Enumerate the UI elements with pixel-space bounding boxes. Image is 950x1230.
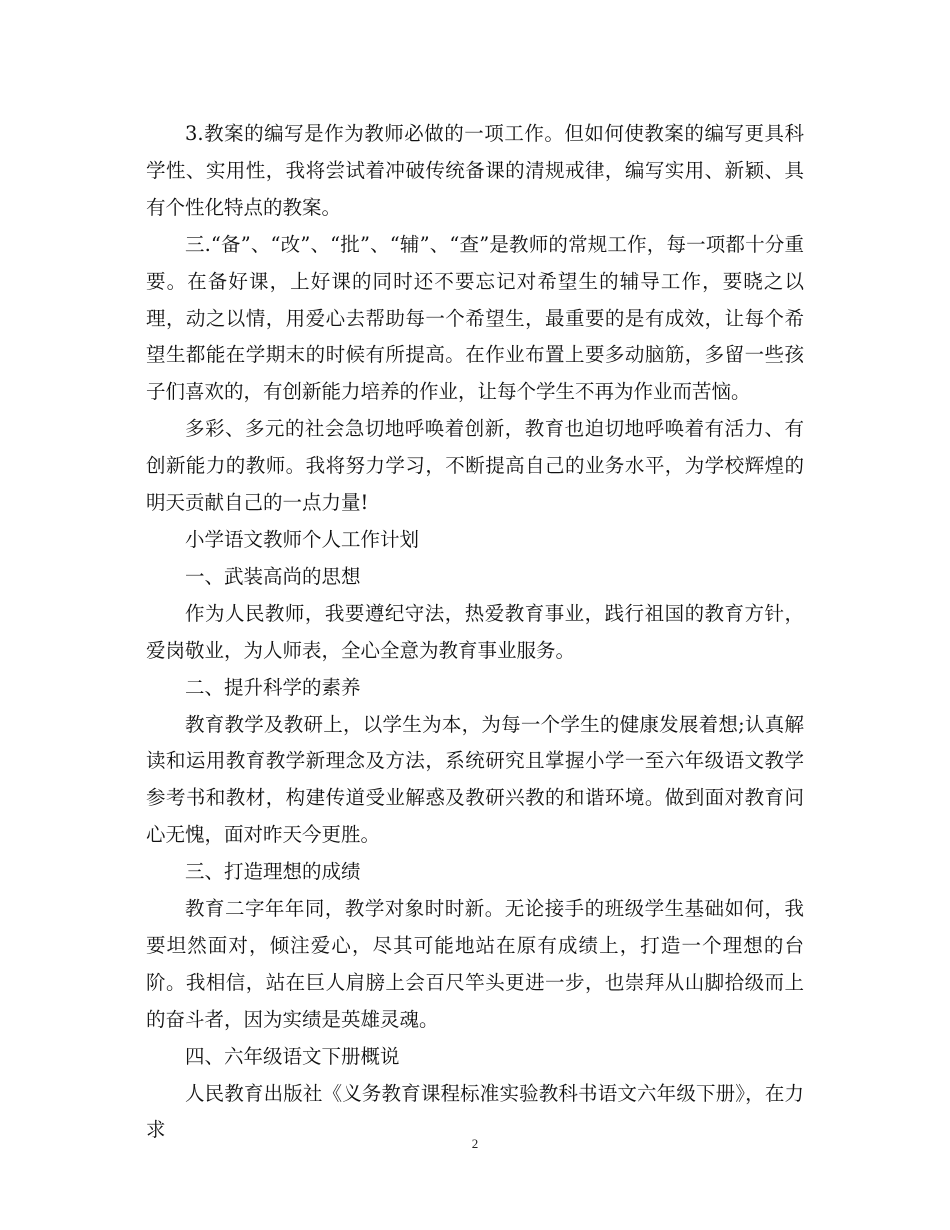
section-heading-4: 四、六年级语文下册概说: [185, 1044, 400, 1068]
document-body: [146, 116, 804, 1149]
para-section-3: 教育二字年年同，教学对象时时新。无论接手的班级学生基础如何，我要坦然面对，倾注爱心，尽其可能地站在原有成绩上，打造一个理想的台阶。我相信，站在巨人肩膀上会百尺竿头更进一步，也崇拜从山脚拾级而上的奋斗者，因为实绩是英雄灵魂。: [146, 897, 804, 1031]
section-heading-2: 二、提升科学的素养: [185, 675, 361, 699]
page-number: 2: [471, 1136, 479, 1151]
para-innovation: 多彩、多元的社会急切地呼唤着创新，教育也迫切地呼唤着有活力、有创新能力的教师。我将努力学习，不断提高自己的业务水平，为学校辉煌的明天贡献自己的一点力量!: [146, 417, 804, 515]
para-section-2: 教育教学及教研上，以学生为本，为每一个学生的健康发展着想;认真解读和运用教育教学新理念及方法，系统研究且掌握小学一至六年级语文教学参考书和教材，构建传道受业解惑及教研兴教的和谐环境。做到面对教育问心无愧，面对昨天今更胜。: [146, 712, 804, 847]
para-routine-work: 三.“备”、“改”、“批”、“辅”、“查”是教师的常规工作，每一项都十分重要。在备好课，上好课的同时还不要忘记对希望生的辅导工作，要晓之以理，动之以情，用爱心去帮助每一个希望生，最重要的是有成效，让每个希望生都能在学期末的时候有所提高。在作业布置上要多动脑筋，多留一些孩子们喜欢的，有创新能力培养的作业，让每个学生不再为作业而苦恼。: [146, 232, 804, 404]
para-section-4: 人民教育出版社《义务教育课程标准实验教科书语文六年级下册》，在力求: [146, 1081, 804, 1142]
para-lesson-plan: 3.教案的编写是作为教师必做的一项工作。但如何使教案的编写更具科学性、实用性，我将尝试着冲破传统备课的清规戒律，编写实用、新颖、具有个性化特点的教案。: [146, 122, 804, 219]
doc-title: 小学语文教师个人工作计划: [185, 527, 420, 551]
section-heading-3: 三、打造理想的成绩: [185, 860, 361, 884]
section-heading-1: 一、武装高尚的思想: [185, 564, 361, 588]
para-section-1: 作为人民教师，我要遵纪守法，热爱教育事业，践行祖国的教育方针，爱岗敬业，为人师表，全心全意为教育事业服务。: [146, 601, 804, 662]
